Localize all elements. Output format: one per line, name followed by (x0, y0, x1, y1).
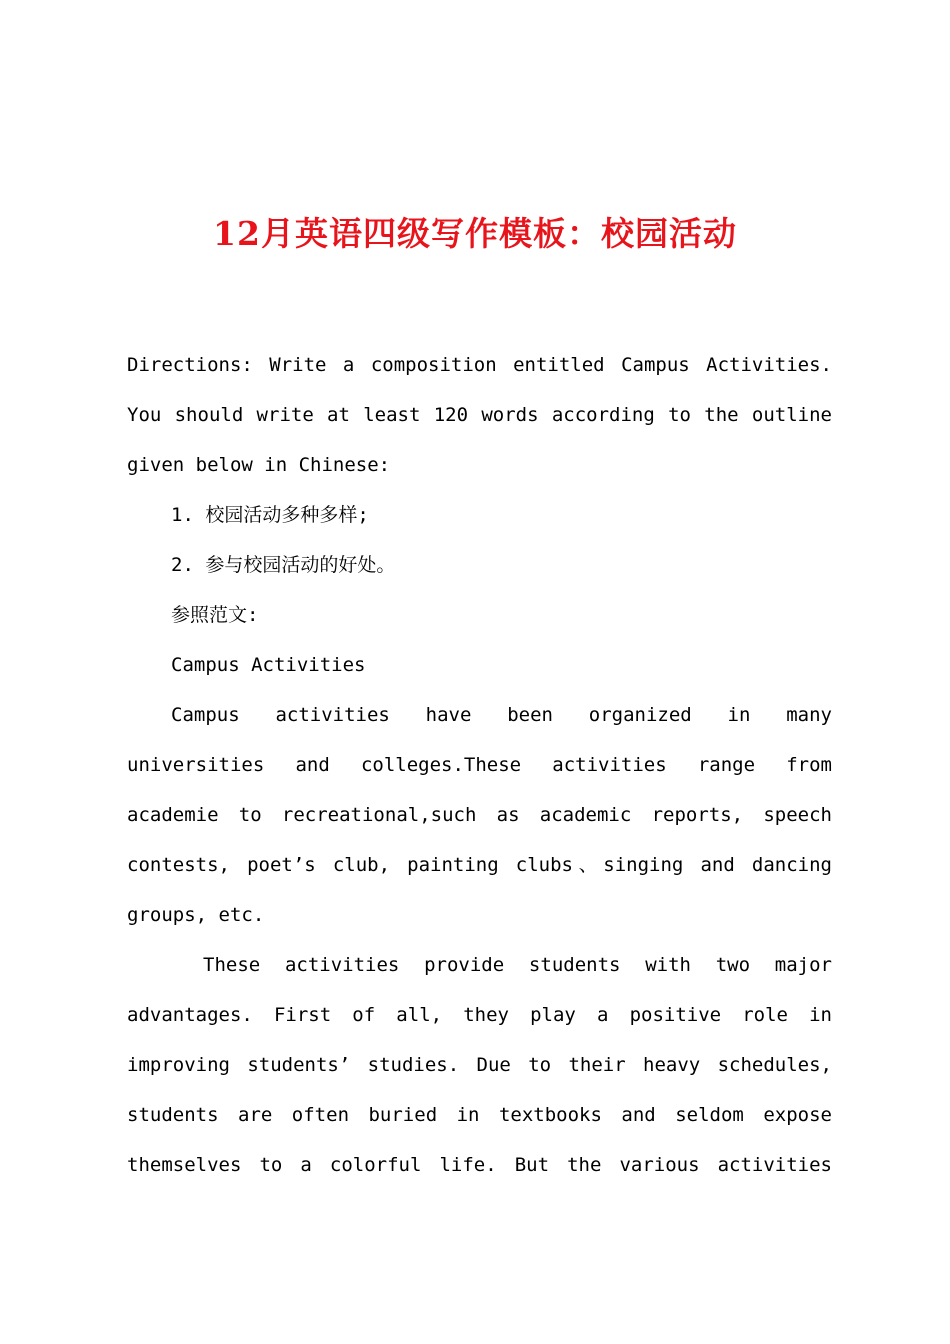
paragraph-2-line: themselves to a colorful life. But the various activities (127, 1154, 832, 1176)
outline-item-2: 2. 参与校园活动的好处。 (171, 554, 396, 576)
directions-paragraph: Directions: Write a composition entitled Campus Activities. You should write at least 120 words according to the outline given below in Chinese: (127, 354, 832, 476)
paragraph-2-line: improving students’ studies. Due to their heavy schedules, (127, 1054, 832, 1076)
essay-title: Campus Activities (171, 654, 366, 676)
essay-paragraph-2 (127, 940, 832, 1190)
paragraph-2-line: students are often buried in textbooks and seldom expose (127, 1104, 832, 1126)
essay-paragraph-1: Campus activities have been organized in many universities and colleges.These activities range from academie to recreational,such as academic reports, speech contests, poet’s club, painting clubs、singing and dancing groups, etc. (127, 704, 832, 926)
outline-item-1: 1. 校园活动多种多样; (171, 504, 369, 526)
reference-label: 参照范文: (171, 604, 259, 626)
paragraph-2-line: These activities provide students with two major (203, 954, 832, 976)
document-body (127, 340, 832, 1190)
paragraph-2-line: advantages. First of all, they play a positive role in (127, 1004, 832, 1026)
document-title: 12月英语四级写作模板：校园活动 (213, 214, 737, 253)
